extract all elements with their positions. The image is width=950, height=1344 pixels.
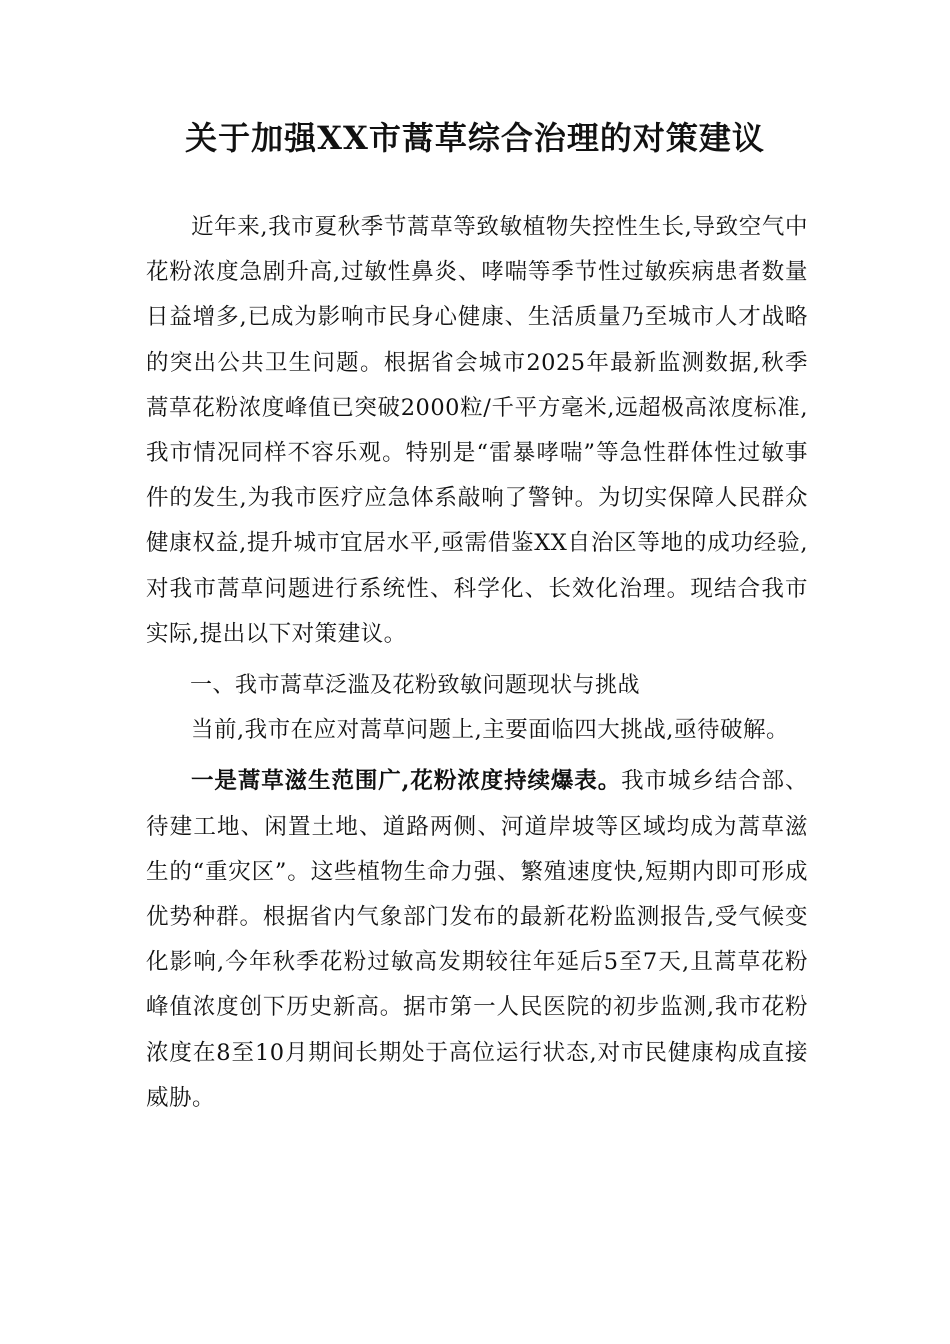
document-body <box>146 205 808 1121</box>
point-paragraph <box>146 759 808 1121</box>
intro-paragraph: 近年来,我市夏秋季节蒿草等致敏植物失控性生长,导致空气中花粉浓度急剧升高,过敏性鼻炎、哮喘等季节性过敏疾病患者数量日益增多,已成为影响市民身心健康、生活质量乃至城市人才战略的突出公共卫生问题。根据省会城市2025年最新监测数据,秋季蒿草花粉浓度峰值已突破2000粒/千平方毫米,远超极高浓度标准,我市情况同样不容乐观。特别是“雷暴哮喘”等急性群体性过敏事件的发生,为我市医疗应急体系敲响了警钟。为切实保障人民群众健康权益,提升城市宜居水平,亟需借鉴XX自治区等地的成功经验,对我市蒿草问题进行系统性、科学化、长效化治理。现结合我市实际,提出以下对策建议。 <box>146 214 808 647</box>
section-heading: 一、我市蒿草泛滥及花粉致敏问题现状与挑战 <box>190 673 641 699</box>
section-lead-paragraph: 当前,我市在应对蒿草问题上,主要面临四大挑战,亟待破解。 <box>191 717 789 744</box>
point-text: 我市城乡结合部、待建工地、闲置土地、道路两侧、河道岸坡等区域均成为蒿草滋生的“重灾区”。这些植物生命力强、繁殖速度快,短期内即可形成优势种群。根据省内气象部门发布的最新花粉监测报告,受气候变化影响,今年秋季花粉过敏高发期较往年延后5至7天,且蒿草花粉峰值浓度创下历史新高。据市第一人民医院的初步监测,我市花粉浓度在8至10月期间长期处于高位运行状态,对市民健康构成直接威胁。 <box>146 768 808 1111</box>
point-bold-lead: 一是蒿草滋生范围广,花粉浓度持续爆表。 <box>191 768 622 795</box>
document-title: 关于加强XX市蒿草综合治理的对策建议 <box>185 119 765 157</box>
